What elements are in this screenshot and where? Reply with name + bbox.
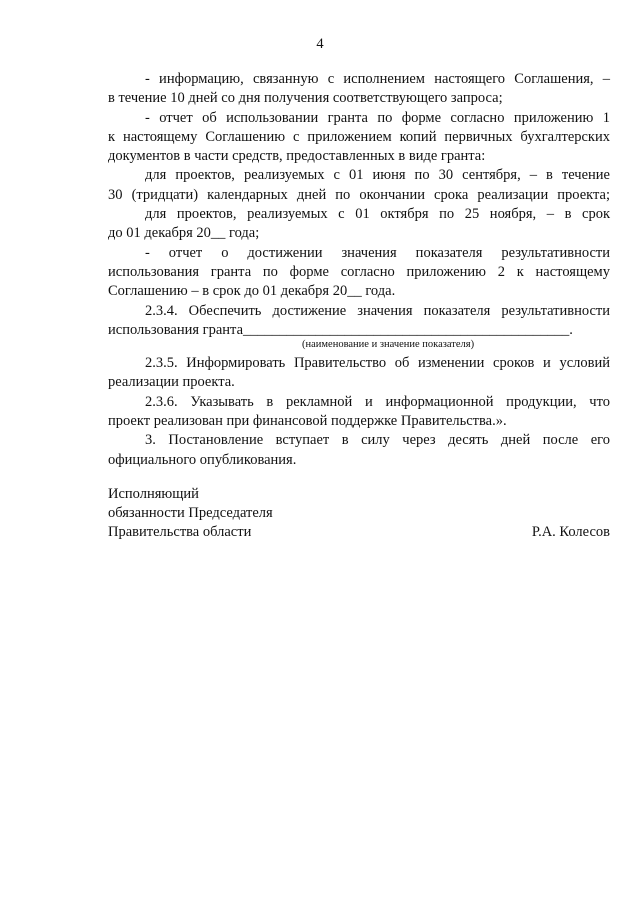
signatory-position-line: Правительства области (108, 524, 252, 540)
text-line: 2.3.5. Информировать Правительство об изменении сроков и условий (145, 355, 610, 372)
text-line: - информацию, связанную с исполнением настоящего Соглашения, – (145, 71, 610, 87)
text-line: для проектов, реализуемых с 01 октября по 25 ноября, – в срок (145, 206, 610, 223)
text-line: реализации проекта. (108, 374, 235, 391)
text-line-with-blank: использования гранта_____________________________________________. (108, 321, 573, 338)
signatory-position-line: обязанности Председателя (108, 505, 273, 521)
signature-row (108, 523, 610, 542)
text-line: Соглашению – в срок до 01 декабря 20__ года. (108, 283, 396, 300)
text-line: 3. Постановление вступает в силу через десять дней после его (145, 432, 610, 449)
text-line: 30 (тридцати) календарных дней по окончании срока реализации проекта; (108, 186, 610, 203)
document-body (108, 70, 610, 470)
text-line: - отчет об использовании гранта по форме согласно приложению 1 (145, 109, 610, 126)
text-line: официального опубликования. (108, 451, 297, 468)
text-line: документов в части средств, предоставленных в виде гранта: (108, 148, 486, 165)
signature-row (108, 504, 610, 523)
text-line: для проектов, реализуемых с 01 июня по 30 сентября, – в течение (145, 167, 610, 184)
text-line: - отчет о достижении значения показателя результативности (145, 244, 610, 261)
signatory-position-line: Исполняющий (108, 486, 199, 502)
text-line: 2.3.6. Указывать в рекламной и информационной продукции, что (145, 393, 610, 410)
signature-block (108, 485, 610, 542)
text-line: 2.3.4. Обеспечить достижение значения показателя результативности (145, 302, 610, 319)
text-line: проект реализован при финансовой поддержке Правительства.». (108, 413, 507, 430)
page-number: 4 (316, 36, 324, 52)
text-line: в течение 10 дней со дня получения соответствующего запроса; (108, 90, 503, 107)
blank-field-caption: (наименование и значение показателя) (302, 339, 475, 351)
text-line: к настоящему Соглашению с приложением копий первичных бухгалтерских (108, 128, 610, 145)
signatory-name: Р.А. Колесов (531, 524, 610, 540)
text-line: до 01 декабря 20__ года; (108, 225, 260, 242)
text-line: использования гранта по форме согласно приложению 2 к настоящему (108, 263, 610, 280)
signature-row (108, 485, 610, 504)
